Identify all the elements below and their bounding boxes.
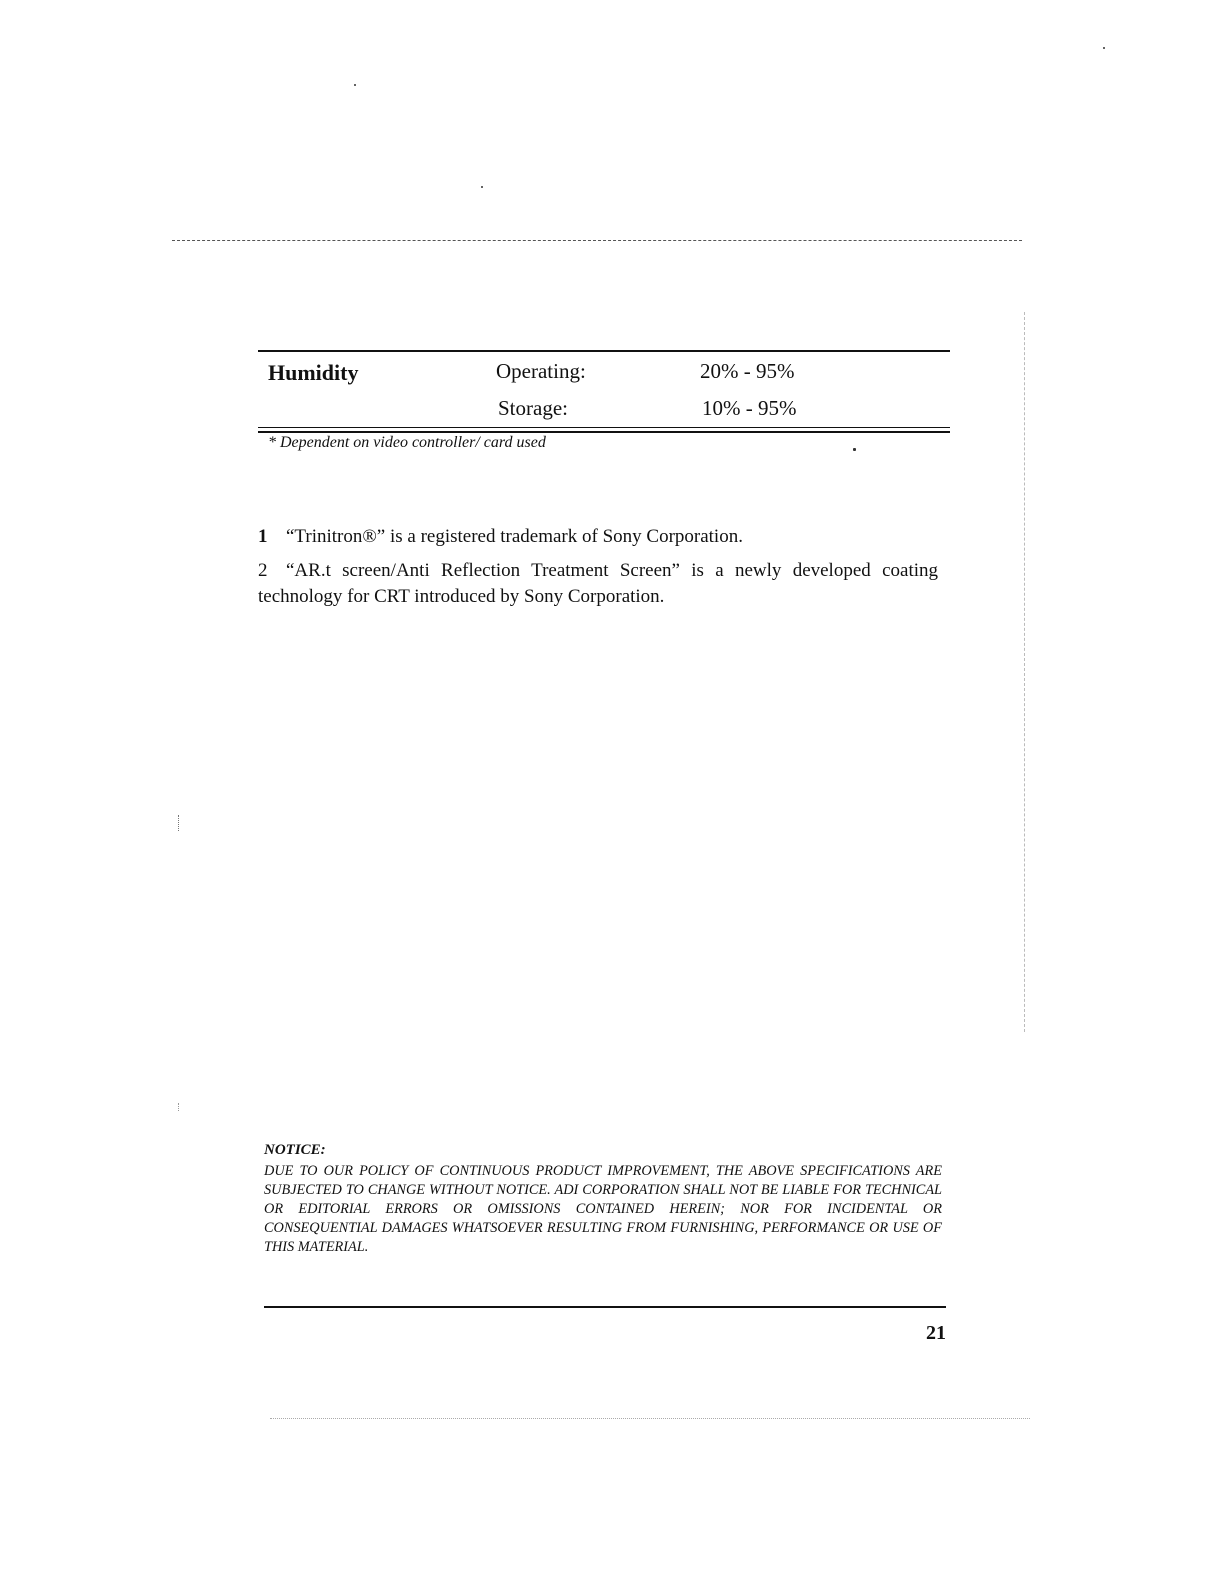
scan-speck [1103,47,1105,49]
page-number: 21 [926,1322,946,1344]
notice-body: DUE TO OUR POLICY OF CONTINUOUS PRODUCT IMPROVEMENT, THE ABOVE SPECIFICATIONS ARE SUBJECTED TO CHANGE WITHOUT NOTICE. ADI CORPORATION SHALL NOT BE LIABLE FOR TECHNICAL OR EDITORIAL ERRORS OR OMISSIONS CONTAINED HEREIN; NOR FOR INCIDENTAL OR CONSEQUENTIAL DAMAGES WHATSOEVER RESULTING FROM FURNISHING, PERFORMANCE OR USE OF THIS MATERIAL. [264,1163,942,1255]
scan-artifact-right-line [1024,312,1025,1032]
operating-humidity-range: 20% - 95% [700,359,795,383]
notice-title: NOTICE: [264,1142,326,1158]
scan-artifact-top-line [172,240,1022,241]
scan-speck [853,448,856,451]
scan-artifact-left-mark [178,815,179,831]
footnote-number: 2 [258,560,268,581]
table-bottom-rule [258,431,950,433]
footer-rule [264,1306,946,1308]
footnote-text: “Trinitron®” is a registered trademark of Sony Corporation. [286,526,743,547]
table-bottom-rule [258,427,950,428]
scan-artifact-bottom-line [270,1418,1030,1419]
operating-label: Operating: [496,359,586,383]
footnote-2 [258,558,938,610]
scan-artifact-left-mark [178,1103,179,1111]
footnote-1 [258,524,938,550]
table-top-rule [258,350,950,352]
footnote-text: “AR.t screen/Anti Reflection Treatment Screen” is a newly developed coating technology for CRT introduced by Sony Corporation. [258,560,938,607]
scan-speck [481,186,483,188]
storage-label: Storage: [498,396,568,420]
footnote-number: 1 [258,526,268,547]
spec-row-label: Humidity [268,360,359,385]
scan-speck [354,84,356,86]
table-note: * Dependent on video controller/ card used [268,434,546,451]
storage-humidity-range: 10% - 95% [702,396,797,420]
